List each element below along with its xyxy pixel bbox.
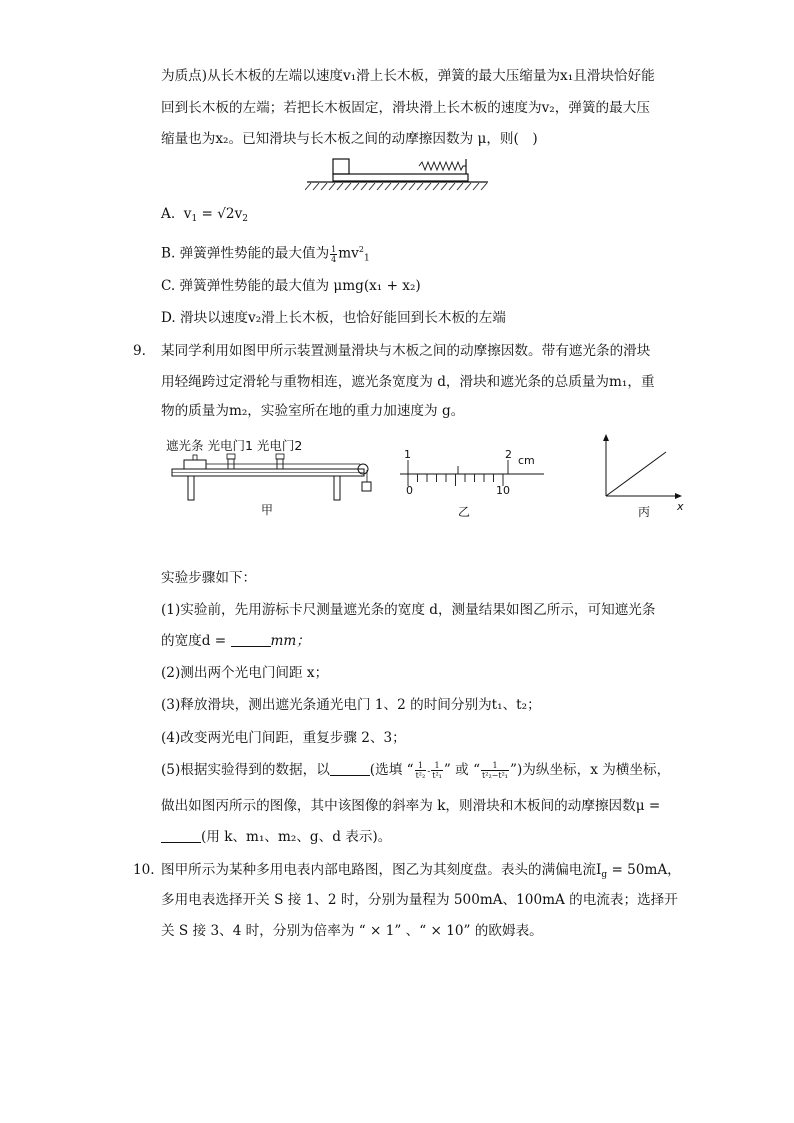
q9-line-1: 某同学利用如图甲所示装置测量滑块与木板之间的动摩擦因数。带有遮光条的滑块 bbox=[161, 343, 651, 359]
q9-line-2: 用轻绳跨过定滑轮与重物相连，遮光条宽度为 d，滑块和遮光条的总质量为m₁，重 bbox=[161, 374, 655, 390]
block-spring-figure bbox=[305, 155, 490, 195]
svg-text:0: 0 bbox=[406, 484, 413, 497]
table-leg-right bbox=[334, 476, 340, 500]
svg-text:x: x bbox=[677, 500, 684, 513]
slider-with-strip bbox=[184, 460, 206, 469]
figure-yi-caption: 乙 bbox=[458, 505, 471, 519]
q10-line-3: 关 S 接 3、4 时，分别为倍率为 “ × 1” 、“ × 10” 的欧姆表。 bbox=[161, 923, 543, 939]
svg-text:10: 10 bbox=[496, 484, 510, 497]
figure-yi-vernier bbox=[398, 446, 548, 522]
table-leg-left bbox=[188, 476, 194, 500]
figure-jia-apparatus bbox=[160, 432, 385, 522]
q10-line-1: 图甲所示为某种多用电表内部电路图，图乙为其刻度盘。表头的满偏电流$I_g = 50mA$， bbox=[161, 862, 681, 880]
figure-bing-graph bbox=[596, 432, 690, 522]
q8-option-c: C. 弹簧弹性势能的最大值为 μmg(x₁ + x₂) bbox=[161, 278, 421, 294]
q8-option-a: A. $v_1 = √2v_2$ bbox=[161, 206, 248, 224]
q8-line-3: 缩量也为x₂。已知滑块与长木板之间的动摩擦因数为 μ，则( ) bbox=[161, 131, 538, 147]
q8-line-2: 回到长木板的左端；若把长木板固定，滑块滑上长木板的速度为v₂，弹簧的最大压 bbox=[161, 100, 650, 116]
q10-number: 10. bbox=[133, 862, 155, 878]
svg-text:2: 2 bbox=[505, 448, 512, 461]
answer-blank-width bbox=[231, 632, 271, 647]
long-board bbox=[333, 174, 468, 181]
step-5b: 做出如图丙所示的图像，其中该图像的斜率为 k，则滑块和木板间的动摩擦因数μ = bbox=[161, 798, 661, 814]
q8-line-1: 为质点)从长木板的左端以速度v₁滑上长木板，弹簧的最大压缩量为x₁且滑块恰好能 bbox=[161, 68, 655, 84]
figure-jia-labels: 遮光条 光电门1 光电门2 bbox=[166, 438, 303, 453]
step-5c: (用 k、m₁、m₂、g、d 表示)。 bbox=[161, 827, 391, 847]
answer-blank-ordinate bbox=[330, 761, 370, 776]
step-4: (4)改变两光电门间距，重复步骤 2、3； bbox=[161, 730, 406, 746]
step-5: (5)根据实验得到的数据，以 (选填 “ $\frac{1}{\text{t²₂}}$ - $\frac{1}{\text{t²₁}}$ ” 或 “ $\frac{1}{\text{t²₂−t²₁}}$ ”)为纵坐标，x 为横坐标， bbox=[161, 761, 671, 780]
step-1a: (1)实验前，先用游标卡尺测量遮光条的宽度 d，测量结果如图乙所示，可知遮光条 bbox=[161, 602, 656, 618]
svg-text:cm: cm bbox=[518, 454, 535, 467]
figure-jia-caption: 甲 bbox=[261, 503, 274, 517]
q9-number: 9. bbox=[133, 343, 146, 359]
linear-graph-line bbox=[606, 452, 666, 496]
q9-line-3: 物的质量为m₂，实验室所在地的重力加速度为 g。 bbox=[161, 403, 465, 419]
svg-text:1: 1 bbox=[404, 448, 411, 461]
figure-bing-caption: 丙 bbox=[638, 505, 651, 519]
answer-blank-mu bbox=[161, 828, 201, 843]
hanging-weight bbox=[362, 482, 371, 491]
steps-title: 实验步骤如下： bbox=[161, 570, 257, 586]
step-3: (3)释放滑块，测出遮光条通光电门 1、2 的时间分别为t₁、t₂； bbox=[161, 697, 541, 713]
spring bbox=[419, 162, 466, 170]
q10-line-2: 多用电表选择开关 S 接 1、2 时，分别为量程为 500mA、100mA 的电流表；选择开 bbox=[161, 892, 678, 908]
step-1b: 的宽度d = mm； bbox=[161, 633, 310, 649]
step-2: (2)测出两个光电门间距 x； bbox=[161, 665, 329, 681]
q8-option-b: B. 弹簧弹性势能的最大值为 $\frac{1}{4}$ $mv^2_1$ bbox=[161, 244, 370, 264]
slider-block bbox=[333, 159, 349, 174]
q8-option-d: D. 滑块以速度v₂滑上长木板，也恰好能回到长木板的左端 bbox=[161, 310, 506, 326]
